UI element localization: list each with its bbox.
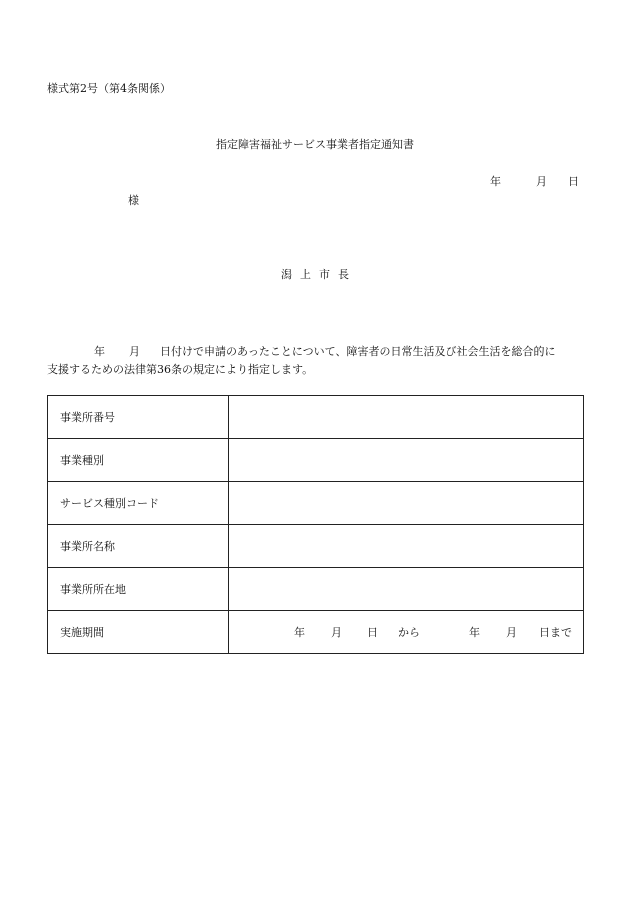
table-row (48, 568, 584, 611)
issuer-char-1: 潟 (281, 268, 292, 281)
body-paragraph (47, 343, 592, 379)
issuer-char-4: 長 (338, 268, 349, 281)
issuer-char-2: 上 (300, 268, 311, 281)
designation-table (47, 395, 584, 654)
date-month: 月 (536, 175, 547, 188)
table-row (48, 611, 584, 654)
label-office-name: 事業所名称 (48, 525, 229, 568)
body-line-1-text: 日付けで申請のあったことについて、障害者の日常生活及び社会生活を総合的に (160, 345, 556, 358)
addressee-suffix: 様 (128, 194, 139, 207)
value-office-address (229, 568, 584, 611)
issuer (0, 268, 630, 282)
date-day: 日 (568, 175, 579, 188)
period-month-1: 月 (331, 626, 342, 639)
body-line-1 (47, 343, 592, 361)
table-row (48, 439, 584, 482)
date-line (490, 175, 579, 189)
value-office-name (229, 525, 584, 568)
value-business-type (229, 439, 584, 482)
value-period (229, 611, 584, 654)
period-from: から (398, 626, 420, 639)
body-line-2: 支援するための法律第36条の規定により指定します。 (47, 363, 314, 376)
period-until: 日まで (539, 626, 572, 639)
label-office-address: 事業所所在地 (48, 568, 229, 611)
table-row (48, 525, 584, 568)
issuer-char-3: 市 (319, 268, 330, 281)
table-row (48, 396, 584, 439)
label-service-code: サービス種別コード (48, 482, 229, 525)
label-office-number: 事業所番号 (48, 396, 229, 439)
label-business-type: 事業種別 (48, 439, 229, 482)
period-year-1: 年 (294, 626, 305, 639)
body-month: 月 (129, 345, 140, 358)
form-code: 様式第2号（第4条関係） (47, 82, 171, 95)
period-day-1: 日 (367, 626, 378, 639)
body-year: 年 (94, 345, 105, 358)
period-month-2: 月 (506, 626, 517, 639)
table-row (48, 482, 584, 525)
document-title: 指定障害福祉サービス事業者指定通知書 (216, 138, 414, 151)
date-year: 年 (490, 175, 501, 188)
value-service-code (229, 482, 584, 525)
period-year-2: 年 (469, 626, 480, 639)
value-office-number (229, 396, 584, 439)
label-period: 実施期間 (48, 611, 229, 654)
